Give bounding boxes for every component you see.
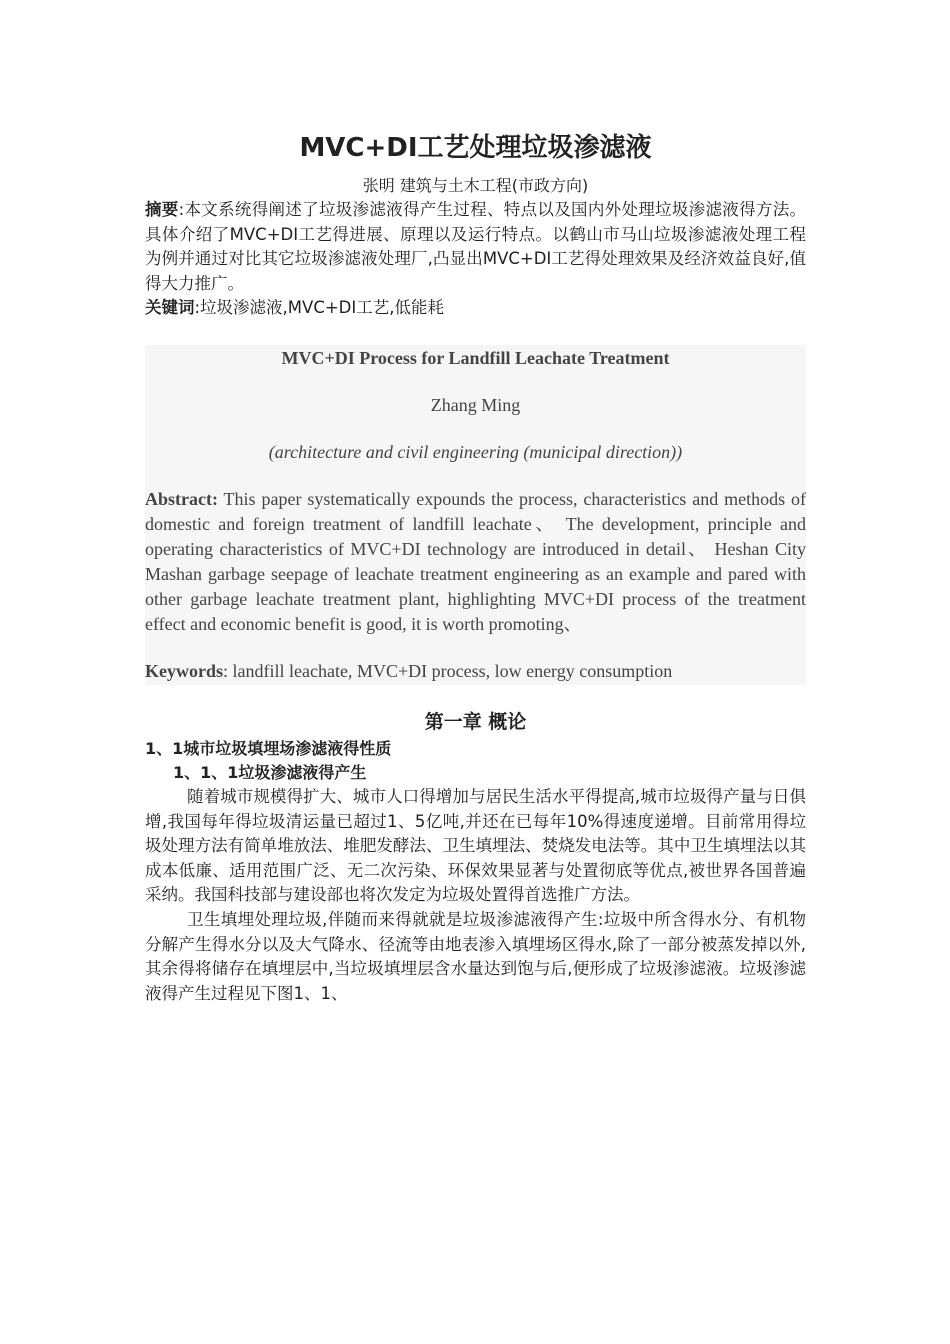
paper-title: MVC+DI工艺处理垃圾渗滤液 — [299, 133, 652, 163]
keywords-cn — [145, 296, 806, 321]
english-title: MVC+DI Process for Landfill Leachate Treatment — [281, 347, 670, 368]
keywords-text-cn: :垃圾渗滤液,MVC+DI工艺,低能耗 — [194, 298, 444, 318]
english-author: Zhang Ming — [430, 394, 521, 415]
english-affiliation: (architecture and civil engineering (municipal direction)) — [268, 441, 683, 462]
english-keywords-text: : landfill leachate, MVC+DI process, low energy consumption — [223, 660, 673, 681]
english-abstract-block — [145, 345, 806, 685]
abstract-text-cn: :本文系统得阐述了垃圾渗滤液得产生过程、特点以及国内外处理垃圾渗滤液得方法。具体介绍了MVC+DI工艺得进展、原理以及运行特点。以鹤山市马山垃圾渗滤液处理工程为例并通过对比其它垃圾渗滤液处理厂,凸显出MVC+DI工艺得处理效果及经济效益良好,值得大力推广。 — [145, 200, 807, 293]
english-keywords — [145, 659, 806, 684]
english-keywords-label: Keywords — [145, 660, 223, 681]
english-abstract — [145, 487, 806, 637]
document-page — [145, 128, 806, 1006]
body-paragraph: 卫生填埋处理垃圾,伴随而来得就就是垃圾渗滤液得产生:垃圾中所含得水分、有机物分解产生得水分以及大气降水、径流等由地表渗入填埋场区得水,除了一部分被蒸发掉以外,其余得将储存在填埋层中,当垃圾填埋层含水量达到饱与后,便形成了垃圾渗滤液。垃圾渗滤液得产生过程见下图1、1、 — [145, 909, 806, 1003]
author-line-cn: 张明 建筑与土木工程(市政方向) — [362, 176, 589, 195]
body-paragraph: 随着城市规模得扩大、城市人口得增加与居民生活水平得提高,城市垃圾得产量与日俱增,我国每年得垃圾清运量已超过1、5亿吨,并还在已每年10%得速度递增。目前常用得垃圾处理方法有简单堆放法、堆肥发酵法、卫生填埋法、焚烧发电法等。其中卫生填埋法以其成本低廉、适用范围广泛、无二次污染、环保效果显著与处置彻底等优点,被世界各国普遍采纳。我国科技部与建设部也将次发定为垃圾处置得首选推广方法。 — [145, 786, 806, 905]
abstract-cn — [145, 198, 806, 296]
english-abstract-label: Abstract: — [145, 488, 218, 509]
chapter-heading: 第一章 概论 — [424, 710, 527, 733]
section-heading-1-1: 1、1城市垃圾填埋场渗滤液得性质 — [145, 738, 392, 758]
english-abstract-text: This paper systematically expounds the process, characteristics and methods of domestic and foreign treatment of landfill leachate、 The development, principle and operating characteristics of MVC+DI technology are introduced in detail、 Heshan City Mashan garbage seepage of leachate treatment engineering as an example and pared with other garbage leachate treatment plant, highlighting MVC+DI process of the treatment effect and economic benefit is good, it is worth promoting、 — [145, 488, 806, 634]
keywords-label-cn: 关键词 — [145, 298, 195, 318]
abstract-label-cn: 摘要 — [145, 200, 179, 219]
subsection-heading-1-1-1: 1、1、1垃圾渗滤液得产生 — [173, 762, 367, 782]
